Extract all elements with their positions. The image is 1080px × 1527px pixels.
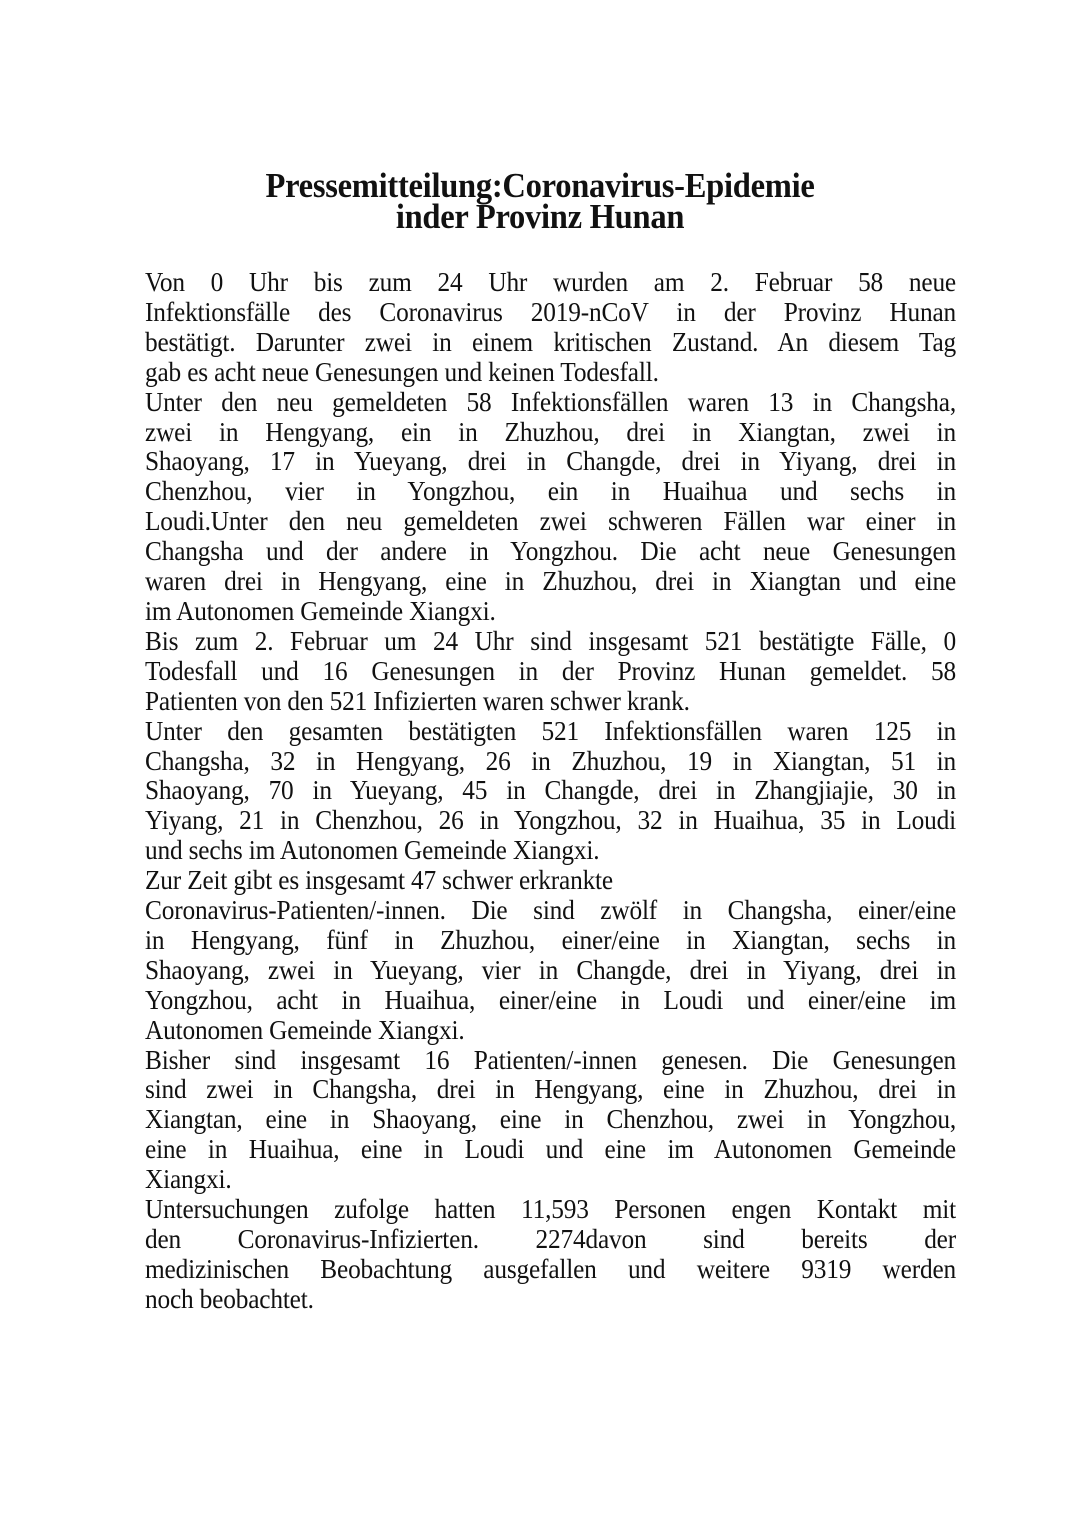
text-line: Autonomen Gemeinde Xiangxi. [145,1013,465,1045]
text-line: Loudi.Unter den neu gemeldeten zwei schweren Fällen war einer in [145,505,957,537]
document-body [145,267,956,1314]
paragraph-cumulative-by-city [145,716,956,866]
text-line: Changsha, 32 in Hengyang, 26 in Zhuzhou, 19 in Xiangtan, 51 in [145,744,957,776]
paragraph-severe-by-city [145,895,956,1045]
text-line: sind zwei in Changsha, drei in Hengyang, eine in Zhuzhou, drei in [145,1073,957,1105]
text-line: in Hengyang, fünf in Zhuzhou, einer/eine in Xiangtan, sechs in [145,923,957,955]
paragraph-recoveries [145,1045,956,1195]
text-line: medizinischen Beobachtung ausgefallen und weitere 9319 werden [145,1252,957,1284]
paragraph-cumulative-totals [145,626,956,716]
text-line: gab es acht neue Genesungen und keinen Todesfall. [145,355,659,387]
text-line: noch beobachtet. [145,1282,314,1314]
text-line: Coronavirus-Patienten/-innen. Die sind zwölf in Changsha, einer/eine [145,894,957,926]
text-line: Von 0 Uhr bis zum 24 Uhr wurden am 2. Februar 58 neue [145,266,957,297]
text-line: Unter den neu gemeldeten 58 Infektionsfällen waren 13 in Changsha, [145,385,957,417]
text-line: Yongzhou, acht in Huaihua, einer/eine in Loudi und einer/eine im [145,983,957,1015]
text-line: Unter den gesamten bestätigten 521 Infektionsfällen waren 125 in [145,714,957,746]
title-line-1: Pressemitteilung:Coronavirus-Epidemie [265,166,815,205]
text-line: Untersuchungen zufolge hatten 11,593 Personen engen Kontakt mit [145,1193,957,1225]
text-line: Xiangtan, eine in Shaoyang, eine in Chenzhou, zwei in Yongzhou, [145,1103,957,1135]
text-line: Patienten von den 521 Infizierten waren schwer krank. [145,684,690,716]
text-line: den Coronavirus-Infizierten. 2274davon sind bereits der [145,1223,957,1254]
text-line: Shaoyang, zwei in Yueyang, vier in Changde, drei in Yiyang, drei in [145,953,957,985]
page-title [0,166,1080,236]
text-line: Shaoyang, 17 in Yueyang, drei in Changde, drei in Yiyang, drei in [145,445,957,477]
text-line: im Autonomen Gemeinde Xiangxi. [145,594,496,626]
text-line: Bis zum 2. Februar um 24 Uhr sind insgesamt 521 bestätigte Fälle, 0 [145,624,957,656]
text-line: Shaoyang, 70 in Yueyang, 45 in Changde, drei in Zhangjiajie, 30 in [145,774,957,806]
paragraph-daily-cases [145,267,956,387]
paragraph-severe-intro [145,865,956,895]
paragraph-close-contacts [145,1194,956,1314]
text-line: eine in Huaihua, eine in Loudi und eine im Autonomen Gemeinde [145,1133,957,1165]
text-line: Yiyang, 21 in Chenzhou, 26 in Yongzhou, 32 in Huaihua, 35 in Loudi [145,804,957,836]
text-line: Xiangxi. [145,1163,232,1195]
text-line: waren drei in Hengyang, eine in Zhuzhou, drei in Xiangtan und eine [145,565,957,597]
text-line: Zur Zeit gibt es insgesamt 47 schwer erkrankte [145,864,613,896]
title-line-2: inder Provinz Hunan [395,197,685,236]
text-line: und sechs im Autonomen Gemeinde Xiangxi. [145,834,600,866]
paragraph-new-cases-by-city [145,387,956,626]
text-line: Bisher sind insgesamt 16 Patienten/-innen genesen. Die Genesungen [145,1043,957,1075]
text-line: Changsha und der andere in Yongzhou. Die acht neue Genesungen [145,535,957,567]
text-line: Todesfall und 16 Genesungen in der Provinz Hunan gemeldet. 58 [145,654,957,686]
text-line: Infektionsfälle des Coronavirus 2019-nCoV in der Provinz Hunan [145,295,957,327]
text-line: Chenzhou, vier in Yongzhou, ein in Huaihua und sechs in [145,475,957,507]
text-line: bestätigt. Darunter zwei in einem kritischen Zustand. An diesem Tag [145,325,957,357]
text-line: zwei in Hengyang, ein in Zhuzhou, drei in Xiangtan, zwei in [145,415,957,447]
body-text [145,267,956,1314]
